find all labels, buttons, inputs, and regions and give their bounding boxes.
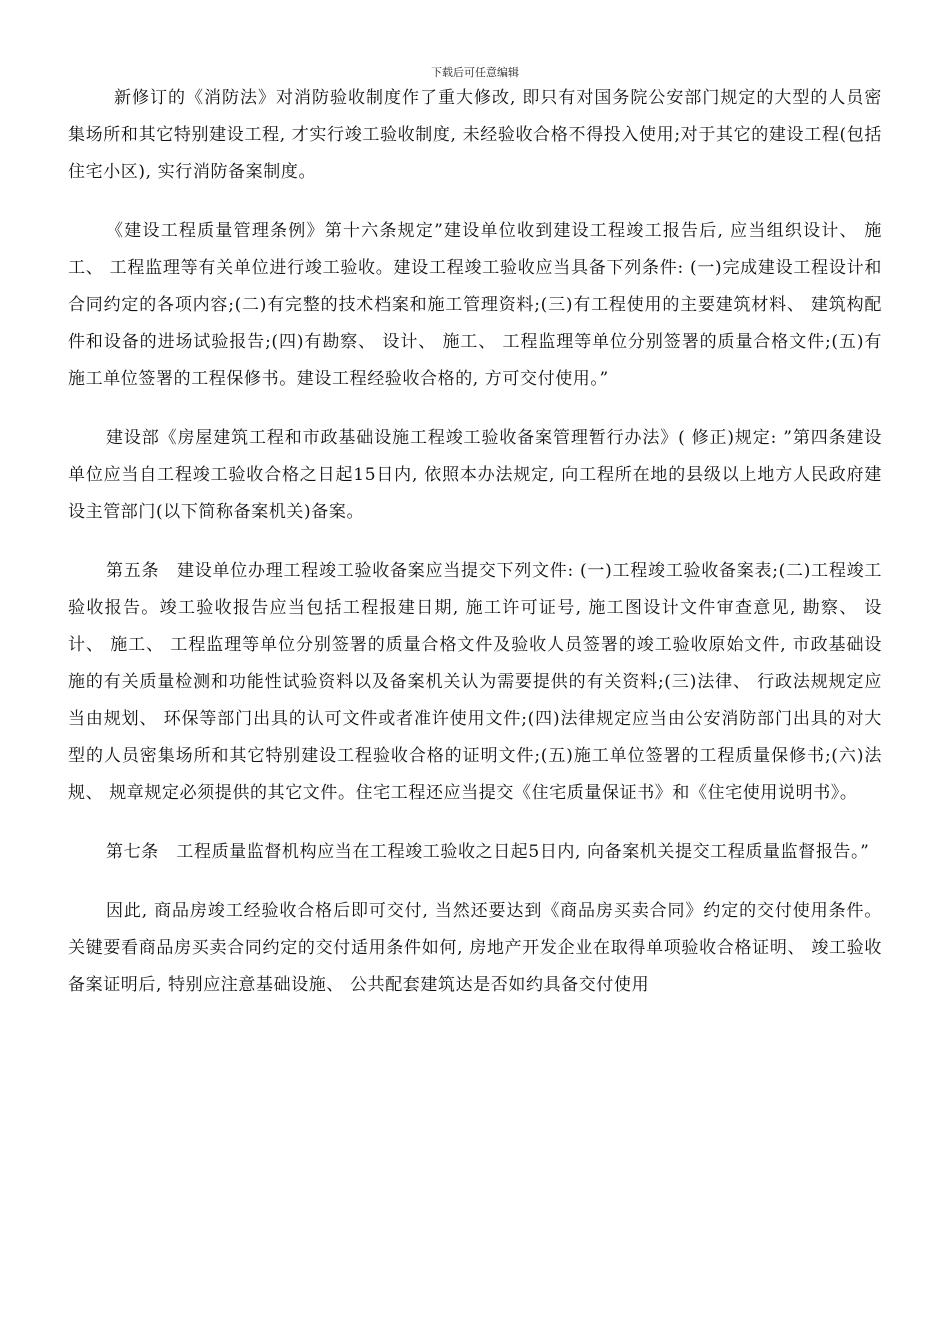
paragraph-article-five: 第五条 建设单位办理工程竣工验收备案应当提交下列文件: (一)工程竣工验收备案表;(二)工程竣工验收报告。竣工验收报告应当包括工程报建日期, 施工许可证号, 施工图设计文件审查意见, 勘察、 设计、 施工、 工程监理等单位分别签署的质量合格文件及验收人员签署的竣工验收原始文件, 市政基础设施的有关质量检测和功能性试验资料以及备案机关认为需要提供的有关资料;(三)法律、 行政法规规定应当由规划、 环保等部门出具的认可文件或者准许使用文件;(四)法律规定应当由公安消防部门出具的对大型的人员密集场所和其它特别建设工程验收合格的证明文件;(五)施工单位签署的工程质量保修书;(六)法规、 规章规定必须提供的其它文件。住宅工程还应当提交《住宅质量保证书》和《住宅使用说明书》。 (68, 561, 882, 803)
paragraph-fire-law: 新修订的《消防法》对消防验收制度作了重大修改, 即只有对国务院公安部门规定的大型的人员密集场所和其它特别建设工程, 才实行竣工验收制度, 未经验收合格不得投入使用;对于其它的建设工程(包括住宅小区), 实行消防备案制度。 (68, 88, 882, 182)
paragraph-conclusion: 因此, 商品房竣工经验收合格后即可交付, 当然还要达到《商品房买卖合同》约定的交付使用条件。关键要看商品房买卖合同约定的交付适用条件如何, 房地产开发企业在取得单项验收合格证明、 竣工验收备案证明后, 特别应注意基础设施、 公共配套建筑达是否如约具备交付使用 (68, 901, 882, 995)
document-body (68, 80, 882, 1026)
paragraph-quality-regulation: 《建设工程质量管理条例》第十六条规定”建设单位收到建设工程竣工报告后, 应当组织设计、 施工、 工程监理等有关单位进行竣工验收。建设工程竣工验收应当具备下列条件: (一)完成建设工程设计和合同约定的各项内容;(二)有完整的技术档案和施工管理资料;(三)有工程使用的主要建筑材料、 建筑构配件和设备的进场试验报告;(四)有勘察、 设计、 施工、 工程监理等单位分别签署的质量合格文件;(五)有施工单位签署的工程保修书。建设工程经验收合格的, 方可交付使用。” (68, 221, 882, 389)
paragraph-filing-measures: 建设部《房屋建筑工程和市政基础设施工程竣工验收备案管理暂行办法》( 修正)规定: ”第四条建设单位应当自工程竣工验收合格之日起15日内, 依照本办法规定, 向工程所在地的县级以上地方人民政府建设主管部门(以下简称备案机关)备案。 (68, 428, 882, 522)
header-note: 下载后可任意编辑 (431, 66, 519, 79)
paragraph-article-seven: 第七条 工程质量监督机构应当在工程竣工验收之日起5日内, 向备案机关提交工程质量监督报告。” (106, 842, 870, 862)
